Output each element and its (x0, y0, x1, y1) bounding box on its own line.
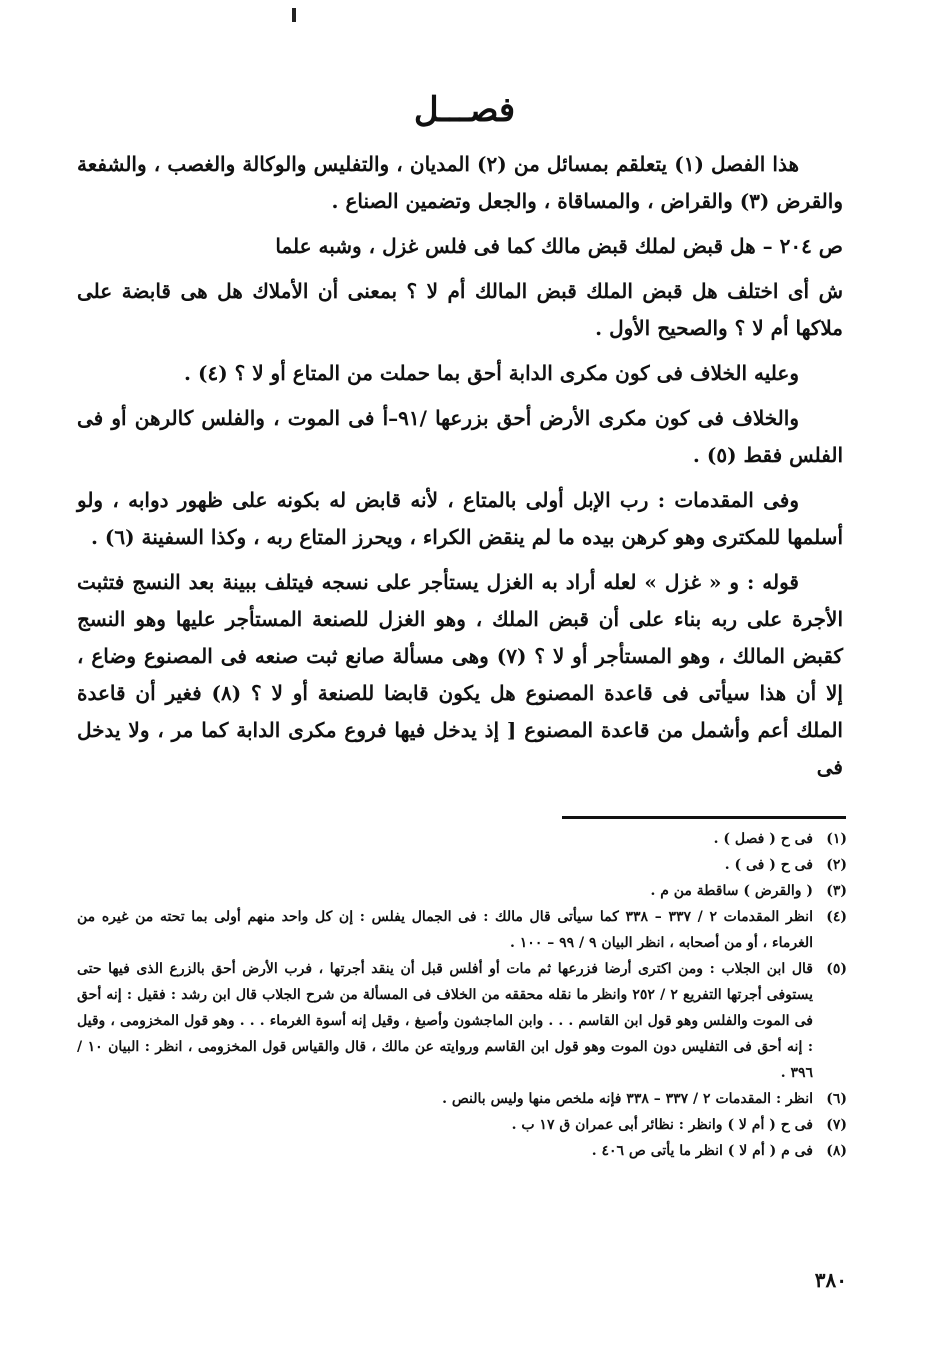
footnote-text: فى ح ( فصل ) . (713, 831, 813, 847)
footnote-number: (١) (826, 831, 847, 847)
footnote-number: (٣) (826, 883, 847, 899)
footnote (77, 1138, 847, 1164)
footnote (77, 852, 847, 878)
footnote-text: فى م ( أم لا ) انظر ما يأتى ص ٤٠٦ . (591, 1143, 813, 1159)
footnote (77, 1086, 847, 1112)
footnote-text: فى ح ( أم لا ) وانظر : نظائر أبى عمران ق ١٧ ب . (511, 1117, 813, 1133)
footnote-number: (٧) (826, 1117, 847, 1133)
footnote-text: ( والقرض ) ساقطة من م . (650, 883, 813, 899)
footnote (77, 1112, 847, 1138)
paragraph: هذا الفصل (١) يتعلقم بمسائل من (٢) المديان ، والتفليس والوكالة والغصب ، والشفعة والقرض (٣) والقراض ، والمساقاة ، والجعل وتضمين الصناع . (77, 152, 843, 213)
footnotes (77, 826, 847, 1164)
footnote-number: (٢) (826, 857, 847, 873)
paragraph: وفى المقدمات : رب الإبل أولى بالمتاع ، لأنه قابض له بكونه على ظهور دوابه ، ولو أسلمها للمكترى وهو كرهن بيده ما لم ينقض الكراء ، ويحرز المتاع ربه ، وكذا السفينة (٦) . (77, 488, 843, 549)
paragraph: ش أى اختلف هل قبض الملك قبض المالك أم لا ؟ بمعنى أن الأملاك هل هى قابضة على ملاكها أم لا ؟ والصحيح الأول . (77, 279, 843, 340)
footnote-number: (٨) (826, 1143, 847, 1159)
footnote-text: انظر المقدمات ٢ / ٣٣٧ – ٣٣٨ كما سيأتى قال مالك : فى الجمال يفلس : إن كل واحد منهم أولى بما تحته من غيره من الغرماء ، أو من أصحابه ، انظر البيان ٩ / ٩٩ – ١٠٠ . (77, 909, 813, 951)
page-number: ٣٨٠ (814, 1268, 847, 1292)
footnote-text: قال ابن الجلاب : ومن اكترى أرضا فزرعها ثم مات أو أفلس قبل أن ينقد أجرتها ، فرب الأرض أحق بالزرع الذى فيها حتى يستوفى أجرتها التفريع ٢ / ٢٥٢ وانظر ما نقله محققه من الخلاف فى المسألة من شرح الجلاب قال ابن رشد : فقيل : إنه أحق فى الموت والفلس وهو قول ابن القاسم . . . وابن الماجشون وأصبغ ، وقيل إنه أسوة الغرماء . . . وهو قول المخزومى ، وقيل : إنه أحق فى التفليس دون الموت وهو قول ابن القاسم وروايته عن مالك ، قال والقياس قول المخزومى ، انظر : البيان ١٠ / ٣٩٦ . (77, 961, 813, 1081)
footnote-divider (562, 816, 846, 819)
footnote-text: فى ح ( فى ) . (724, 857, 813, 873)
footnote-number: (٦) (826, 1091, 847, 1107)
paragraph: وعليه الخلاف فى كون مكرى الدابة أحق بما حملت من المتاع أو لا ؟ (٤) . (184, 361, 799, 385)
scan-mark (292, 8, 296, 22)
footnote-number: (٤) (826, 909, 847, 925)
paragraph: والخلاف فى كون مكرى الأرض أحق بزرعها /٩١–أ فى الموت ، والفلس كالرهن أو فى الفلس فقط (٥) . (77, 406, 843, 467)
paragraph: قوله : و « غزل » لعله أراد به الغزل يستأجر على نسجه فيتلف ببينة بعد النسج فتثبت الأجرة على ربه بناء على أن قبض الملك ، وهو الغزل للصنعة المستأجر عليها وهو النسج كقبض المالك ، وهو المستأجر أو لا ؟ (٧) وهى مسألة صانع ثبت صنعه فى المصنوع وضاع ، إلا أن هذا سيأتى فى قاعدة المصنوع هل يكون قابضا للصنعة أو لا ؟ (٨) فغير أن قاعدة الملك أعم وأشمل من قاعدة المصنوع [ إذ يدخل فيها فروع مكرى الدابة كما مر ، ولا يدخل فى (77, 570, 843, 779)
footnote-text: انظر : المقدمات ٢ / ٣٣٧ – ٣٣٨ فإنه ملخص منها وليس بالنص . (442, 1091, 813, 1107)
footnote (77, 904, 847, 956)
footnote (77, 878, 847, 904)
footnote-number: (٥) (826, 961, 847, 977)
footnote (77, 826, 847, 852)
paragraph: ص ٢٠٤ – هل قبض لملك قبض مالك كما فى فلس غزل ، وشبه علما (275, 234, 843, 258)
footnote (77, 956, 847, 1086)
section-heading: فصـــل (413, 90, 516, 130)
main-text (77, 146, 843, 786)
